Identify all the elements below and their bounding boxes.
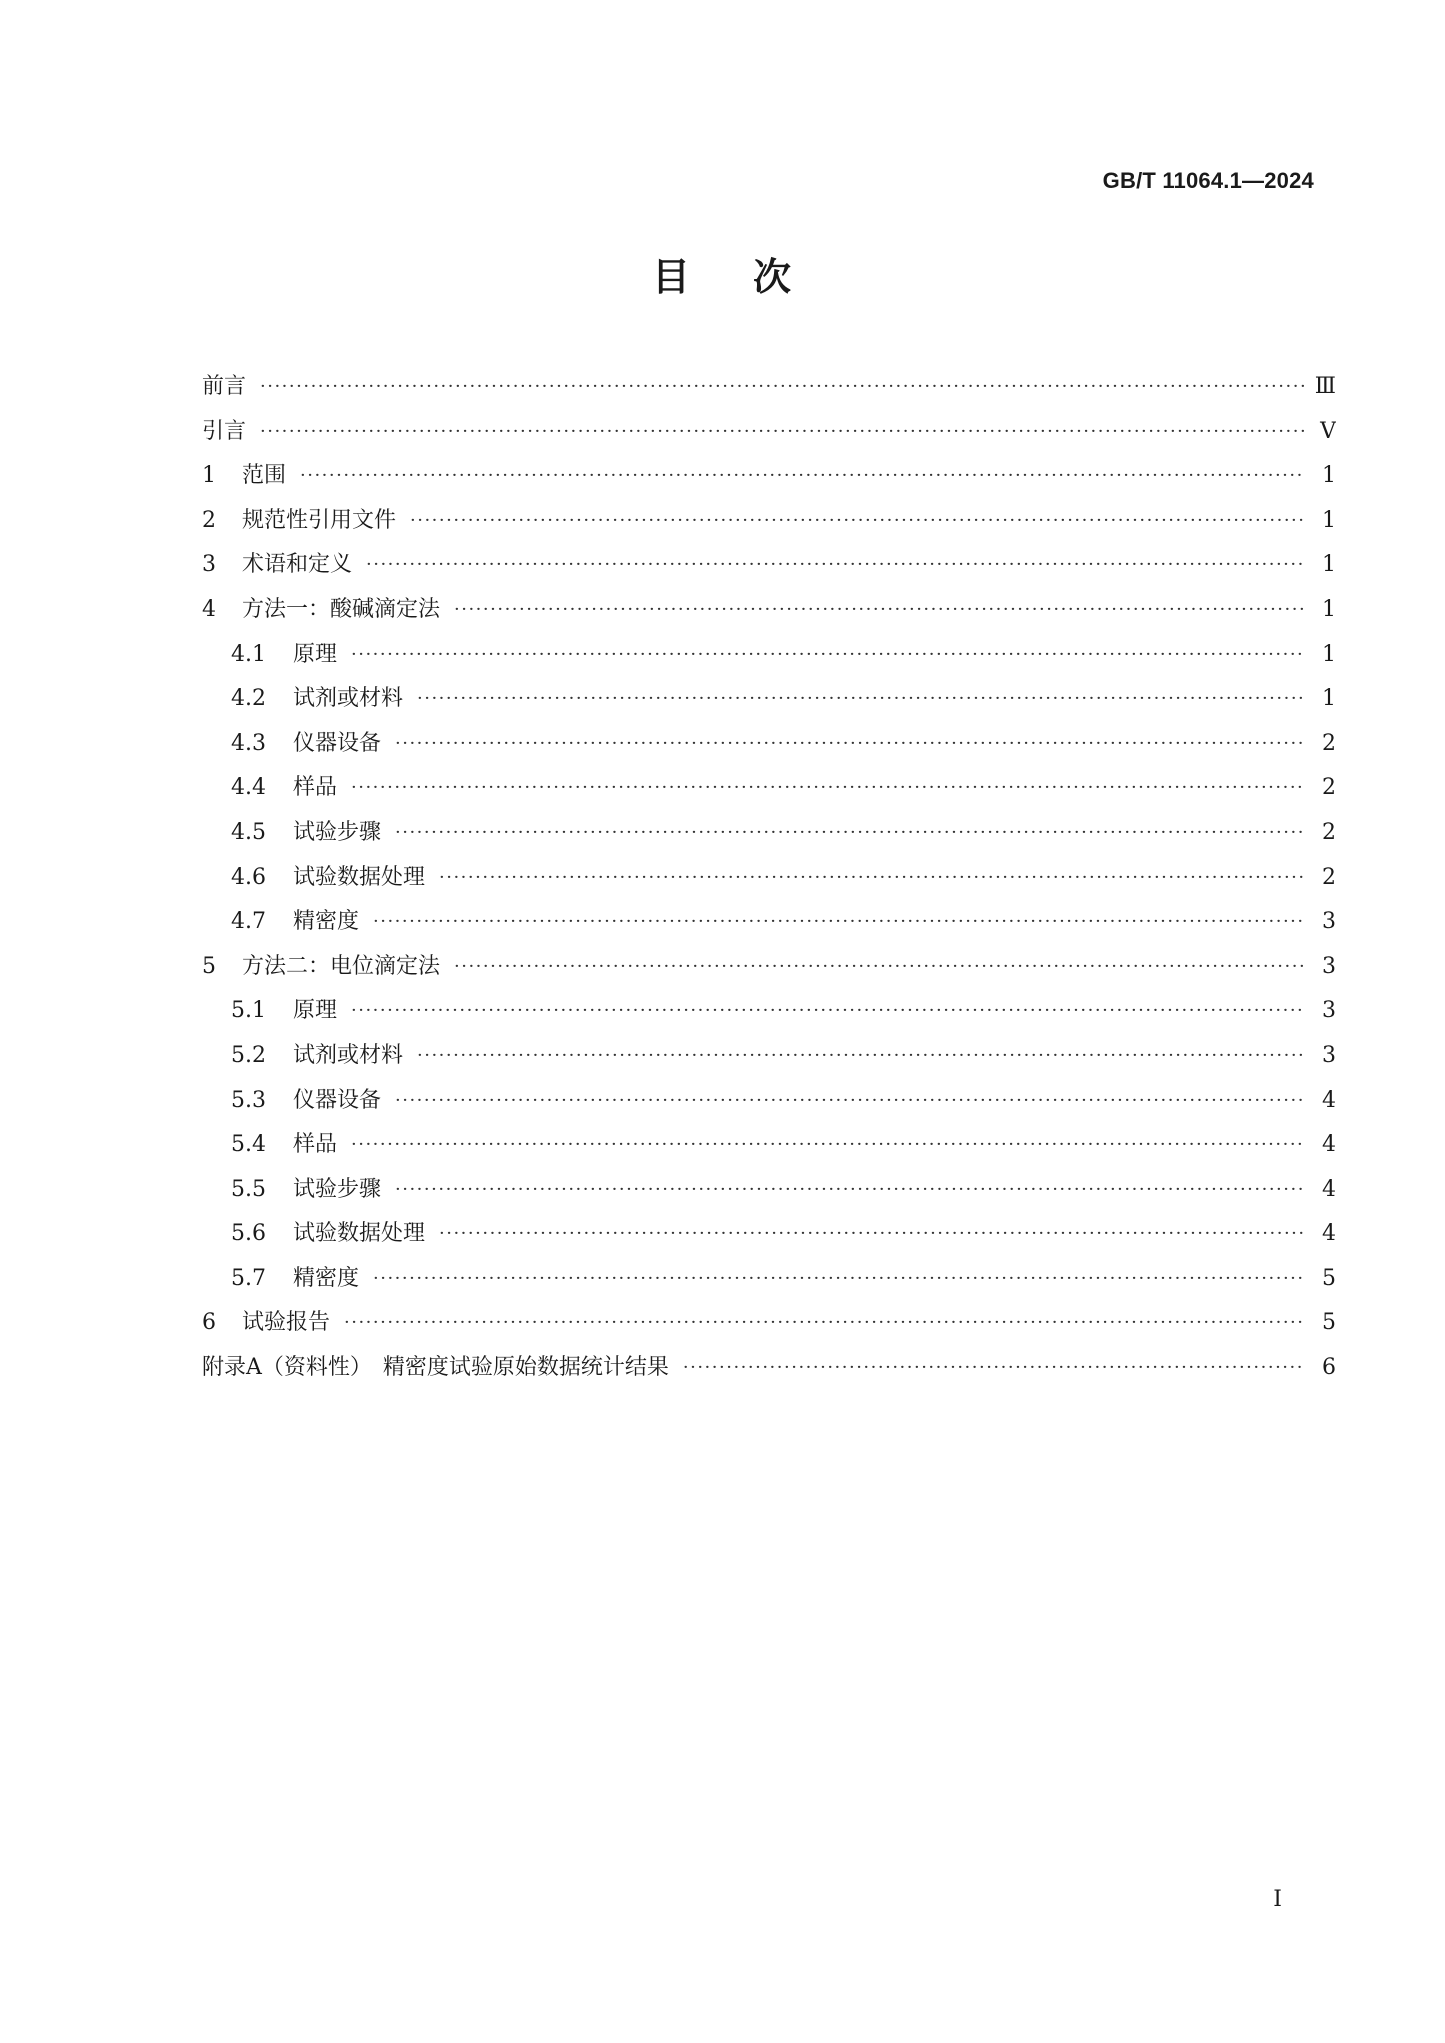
toc-entry-page: 5 bbox=[1322, 1310, 1336, 1336]
toc-entry-number: 4.1 bbox=[231, 641, 266, 667]
toc-entry-number: 5.7 bbox=[231, 1265, 266, 1291]
toc-dot-leader bbox=[351, 633, 1304, 678]
toc-entry-page: 4 bbox=[1322, 1132, 1336, 1158]
toc-entry-label: 原理 bbox=[293, 641, 338, 667]
toc-entry[interactable] bbox=[202, 1123, 1336, 1168]
toc-entry-number: 4.2 bbox=[231, 686, 266, 712]
toc-entry[interactable] bbox=[202, 1346, 1336, 1391]
toc-entry-page: 1 bbox=[1322, 463, 1336, 489]
toc-entry[interactable] bbox=[202, 856, 1336, 901]
toc-entry-label: 样品 bbox=[293, 1132, 338, 1158]
toc-entry-number: 5.5 bbox=[231, 1176, 266, 1202]
toc-entry-page: 3 bbox=[1322, 998, 1336, 1024]
toc-entry[interactable] bbox=[202, 811, 1336, 856]
toc-dot-leader bbox=[395, 722, 1304, 767]
toc-dot-leader bbox=[395, 1168, 1304, 1213]
toc-dot-leader bbox=[366, 543, 1304, 588]
toc-entry-page: 2 bbox=[1322, 730, 1336, 756]
toc-entry-page: 3 bbox=[1322, 1042, 1336, 1068]
toc-entry-number: 4.5 bbox=[231, 819, 266, 845]
toc-entry-number: 4.7 bbox=[231, 909, 266, 935]
toc-entry-label: 仪器设备 bbox=[293, 1087, 382, 1113]
page-number: Ⅰ bbox=[1273, 1887, 1282, 1912]
toc-entry-label: 试剂或材料 bbox=[293, 1042, 404, 1068]
toc-dot-leader bbox=[417, 1034, 1304, 1079]
toc-entry[interactable] bbox=[202, 722, 1336, 767]
toc-dot-leader bbox=[395, 1079, 1304, 1124]
toc-entry-page: 2 bbox=[1322, 775, 1336, 801]
toc-entry-label: 试剂或材料 bbox=[293, 686, 404, 712]
toc-dot-leader bbox=[373, 900, 1304, 945]
toc-entry-page: 4 bbox=[1322, 1087, 1336, 1113]
toc-entry-number: 5.2 bbox=[231, 1042, 266, 1068]
toc-entry[interactable] bbox=[202, 766, 1336, 811]
toc-entry-page: 1 bbox=[1322, 641, 1336, 667]
toc-entry-label: 方法一：酸碱滴定法 bbox=[242, 596, 441, 622]
toc-entry-page: 3 bbox=[1322, 909, 1336, 935]
toc-entry-label: 精密度 bbox=[293, 909, 360, 935]
toc-entry[interactable] bbox=[202, 1034, 1336, 1079]
toc-entry-page: 1 bbox=[1322, 596, 1336, 622]
toc-entry-label: 术语和定义 bbox=[242, 552, 353, 578]
toc-dot-leader bbox=[395, 811, 1304, 856]
toc-dot-leader bbox=[417, 677, 1304, 722]
toc-entry-page: Ⅲ bbox=[1314, 374, 1336, 399]
toc-entry[interactable] bbox=[202, 454, 1336, 499]
toc-dot-leader bbox=[351, 989, 1304, 1034]
toc-entry-label: 前言 bbox=[202, 374, 247, 399]
toc-entry-label: 精密度 bbox=[293, 1265, 360, 1291]
toc-entry[interactable] bbox=[202, 677, 1336, 722]
toc-entry-label: 仪器设备 bbox=[293, 730, 382, 756]
toc-entry-number: 4.6 bbox=[231, 864, 266, 890]
toc-entry-number: 5.6 bbox=[231, 1221, 266, 1247]
toc-dot-leader bbox=[683, 1346, 1304, 1391]
toc-entry[interactable] bbox=[202, 410, 1336, 455]
toc-entry-page: 2 bbox=[1322, 819, 1336, 845]
toc-entry-page: 1 bbox=[1322, 507, 1336, 533]
toc-dot-leader bbox=[373, 1257, 1304, 1302]
toc-entry[interactable] bbox=[202, 633, 1336, 678]
toc-dot-leader bbox=[410, 499, 1304, 544]
toc-entry-number: 3 bbox=[202, 552, 216, 578]
toc-entry[interactable] bbox=[202, 499, 1336, 544]
toc-entry-number: 6 bbox=[202, 1310, 216, 1336]
toc-entry-page: 1 bbox=[1322, 686, 1336, 712]
toc-entry[interactable] bbox=[202, 1079, 1336, 1124]
toc-entry[interactable] bbox=[202, 989, 1336, 1034]
toc-dot-leader bbox=[351, 1123, 1304, 1168]
toc-entry-number: 4.3 bbox=[231, 730, 266, 756]
toc-entry[interactable] bbox=[202, 365, 1336, 410]
toc-entry-page: 1 bbox=[1322, 552, 1336, 578]
toc-entry[interactable] bbox=[202, 588, 1336, 633]
toc-entry[interactable] bbox=[202, 945, 1336, 990]
toc-entry-label: 范围 bbox=[242, 463, 287, 489]
toc-entry-number: 5.4 bbox=[231, 1132, 266, 1158]
toc-entry-page: 5 bbox=[1322, 1265, 1336, 1291]
toc-entry-label: 规范性引用文件 bbox=[242, 507, 397, 533]
toc-entry-label: 试验数据处理 bbox=[293, 1221, 426, 1247]
toc-entry-page: 4 bbox=[1322, 1176, 1336, 1202]
toc-dot-leader bbox=[260, 365, 1304, 410]
toc-entry-label: 试验报告 bbox=[242, 1310, 331, 1336]
toc-entry-number: 1 bbox=[202, 463, 216, 489]
toc-entry-number: 5.1 bbox=[231, 998, 266, 1024]
toc-entry-label: 引言 bbox=[202, 418, 247, 444]
toc-entry[interactable] bbox=[202, 1168, 1336, 1213]
standard-number: GB/T 11064.1—2024 bbox=[1102, 168, 1314, 193]
toc-entry-page: 6 bbox=[1322, 1355, 1336, 1381]
table-of-contents bbox=[202, 365, 1336, 1391]
toc-dot-leader bbox=[454, 945, 1304, 990]
toc-entry-number: 4 bbox=[202, 596, 216, 622]
toc-entry[interactable] bbox=[202, 1301, 1336, 1346]
toc-dot-leader bbox=[351, 766, 1304, 811]
toc-entry[interactable] bbox=[202, 1212, 1336, 1257]
toc-entry[interactable] bbox=[202, 900, 1336, 945]
page-title: 目 次 bbox=[652, 255, 793, 299]
toc-entry-number: 4.4 bbox=[231, 775, 266, 801]
toc-entry-label: 试验步骤 bbox=[293, 819, 382, 845]
toc-entry-label: 方法二：电位滴定法 bbox=[242, 953, 441, 979]
toc-entry[interactable] bbox=[202, 1257, 1336, 1302]
toc-dot-leader bbox=[260, 410, 1304, 455]
toc-entry-number: 5 bbox=[202, 953, 216, 979]
toc-entry-number: 5.3 bbox=[231, 1087, 266, 1113]
toc-entry-label: 附录A（资料性） 精密度试验原始数据统计结果 bbox=[202, 1355, 669, 1381]
toc-entry-label: 原理 bbox=[293, 998, 338, 1024]
toc-entry-label: 样品 bbox=[293, 775, 338, 801]
toc-entry-page: 2 bbox=[1322, 864, 1336, 890]
toc-entry-label: 试验数据处理 bbox=[293, 864, 426, 890]
toc-dot-leader bbox=[344, 1301, 1304, 1346]
toc-dot-leader bbox=[439, 1212, 1304, 1257]
toc-entry-label: 试验步骤 bbox=[293, 1176, 382, 1202]
toc-entry[interactable] bbox=[202, 543, 1336, 588]
toc-dot-leader bbox=[454, 588, 1304, 633]
toc-entry-number: 2 bbox=[202, 507, 216, 533]
toc-entry-page: 3 bbox=[1322, 953, 1336, 979]
toc-entry-page: 4 bbox=[1322, 1221, 1336, 1247]
toc-entry-page: Ⅴ bbox=[1320, 418, 1336, 444]
toc-dot-leader bbox=[300, 454, 1304, 499]
toc-dot-leader bbox=[439, 856, 1304, 901]
